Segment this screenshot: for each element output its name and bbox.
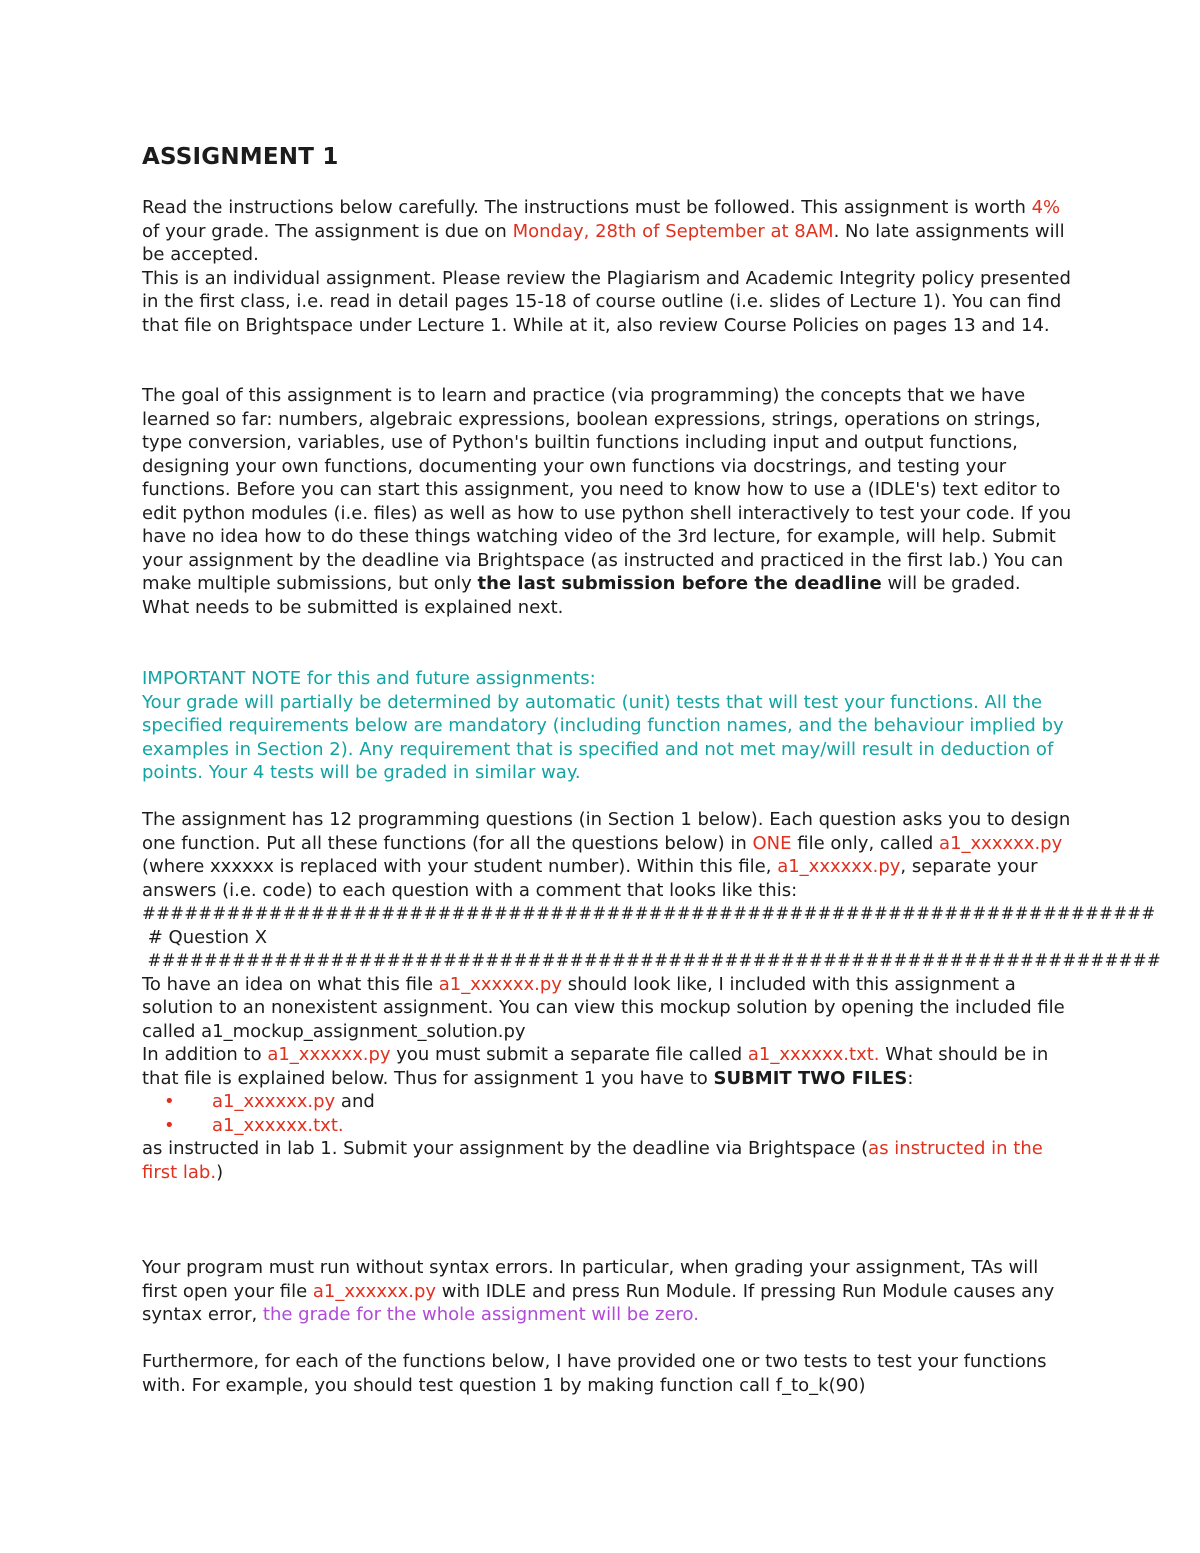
lab-paragraph: as instructed in lab 1. Submit your assignment by the deadline via Brightspace (as instructed in the first lab.) [142,1138,1043,1183]
syntax-section [142,1256,1072,1327]
filename-py: a1_xxxxxx.py [777,856,901,877]
syntax-paragraph: Your program must run without syntax errors. In particular, when grading your assignment, TAs will first open your file a1_xxxxxx.py with IDLE and press Run Module. If pressing Run Module causes any syntax error, the grade for the whole assignment will be zero. [142,1257,1055,1325]
goal-paragraph: The goal of this assignment is to learn and practice (via programming) the concepts that we have learned so far: numbers, algebraic expressions, boolean expressions, strings, operations on strings, type conversion, variables, use of Python's builtin functions including input and output functions, designing your own functions, documenting your own functions via docstrings, and testing your functions. Before you can start this assignment, you need to know how to use a (IDLE's) text editor to edit python modules (i.e. files) as well as how to use python shell interactively to test your code. If you have no idea how to do these things watching video of the 3rd lecture, for example, will help. Submit your assignment by the deadline via Brightspace (as instructed and practiced in the first lab.) You can make multiple submissions, but only the last submission before the deadline will be graded. What needs to be submitted is explained next. [142,385,1072,618]
submit-paragraph: In addition to a1_xxxxxx.py you must submit a separate file called a1_xxxxxx.txt. What should be in that file is explained below. Thus for assignment 1 you have to SUBMIT TWO FILES: [142,1044,1049,1089]
list-item: • a1_xxxxxx.py and [164,1091,375,1112]
tests-paragraph: Furthermore, for each of the functions below, I have provided one or two tests to test your functions with. For example, you should test question 1 by making function call f_to_k(90) [142,1351,1047,1396]
intro-section [142,196,1072,337]
bullet-icon: • [164,1114,175,1136]
zero-grade-warning: the grade for the whole assignment will be zero. [262,1304,699,1325]
assignment-title: ASSIGNMENT 1 [142,144,339,170]
deadline-emphasis: the last submission before the deadline [477,573,882,594]
filename-txt: a1_xxxxxx.txt. [747,1044,880,1065]
files-list [142,1090,1072,1137]
question-comment: # Question X [142,926,268,948]
comment-hash-line: ######################################################################## [142,951,1161,970]
submit-two-files: SUBMIT TWO FILES [713,1067,908,1089]
list-item: • a1_xxxxxx.txt. [164,1114,344,1136]
tests-section [142,1350,1072,1397]
due-date: Monday, 28th of September at 8AM [512,220,834,242]
important-note [142,667,1072,785]
filename-py: a1_xxxxxx.py [939,832,1063,854]
goal-section [142,384,1072,619]
comment-hash-line: ######################################################################## [142,904,1156,923]
bullet-icon: • [164,1091,175,1112]
intro-paragraph: Read the instructions below carefully. The instructions must be followed. This assignment is worth 4% of your grade. The assignment is due on Monday, 28th of September at 8AM. No late assignments will be accepted. [142,197,1065,265]
integrity-paragraph: This is an individual assignment. Please review the Plagiarism and Academic Integrity policy presented in the first class, i.e. read in detail pages 15-18 of course outline (i.e. slides of Lecture 1). You can find that file on Brightspace under Lecture 1. While at it, also review Course Policies on pages 13 and 14. [142,267,1071,336]
structure-section [142,808,1161,1184]
important-heading: IMPORTANT NOTE for this and future assignments: [142,668,596,689]
mockup-paragraph: To have an idea on what this file a1_xxxxxx.py should look like, I included with this assignment a solution to an nonexistent assignment. You can view this mockup solution by opening the included file called a1_mockup_assignment_solution.py [142,973,1065,1042]
structure-paragraph: The assignment has 12 programming questions (in Section 1 below). Each question asks you to design one function. Put all these functions (for all the questions below) in ONE file only, called a1_xxxxxx.py (where xxxxxx is replaced with your student number). Within this file, a1_xxxxxx.py, separate your answers (i.e. code) to each question with a comment that looks like this: [142,809,1071,901]
grade-weight: 4% [1031,197,1061,218]
important-body: Your grade will partially be determined by automatic (unit) tests that will test your functions. All the specified requirements below are mandatory (including function names, and the behaviour implied by examples in Section 2). Any requirement that is specified and not met may/will result in deduction of points. Your 4 tests will be graded in similar way. [142,691,1064,783]
